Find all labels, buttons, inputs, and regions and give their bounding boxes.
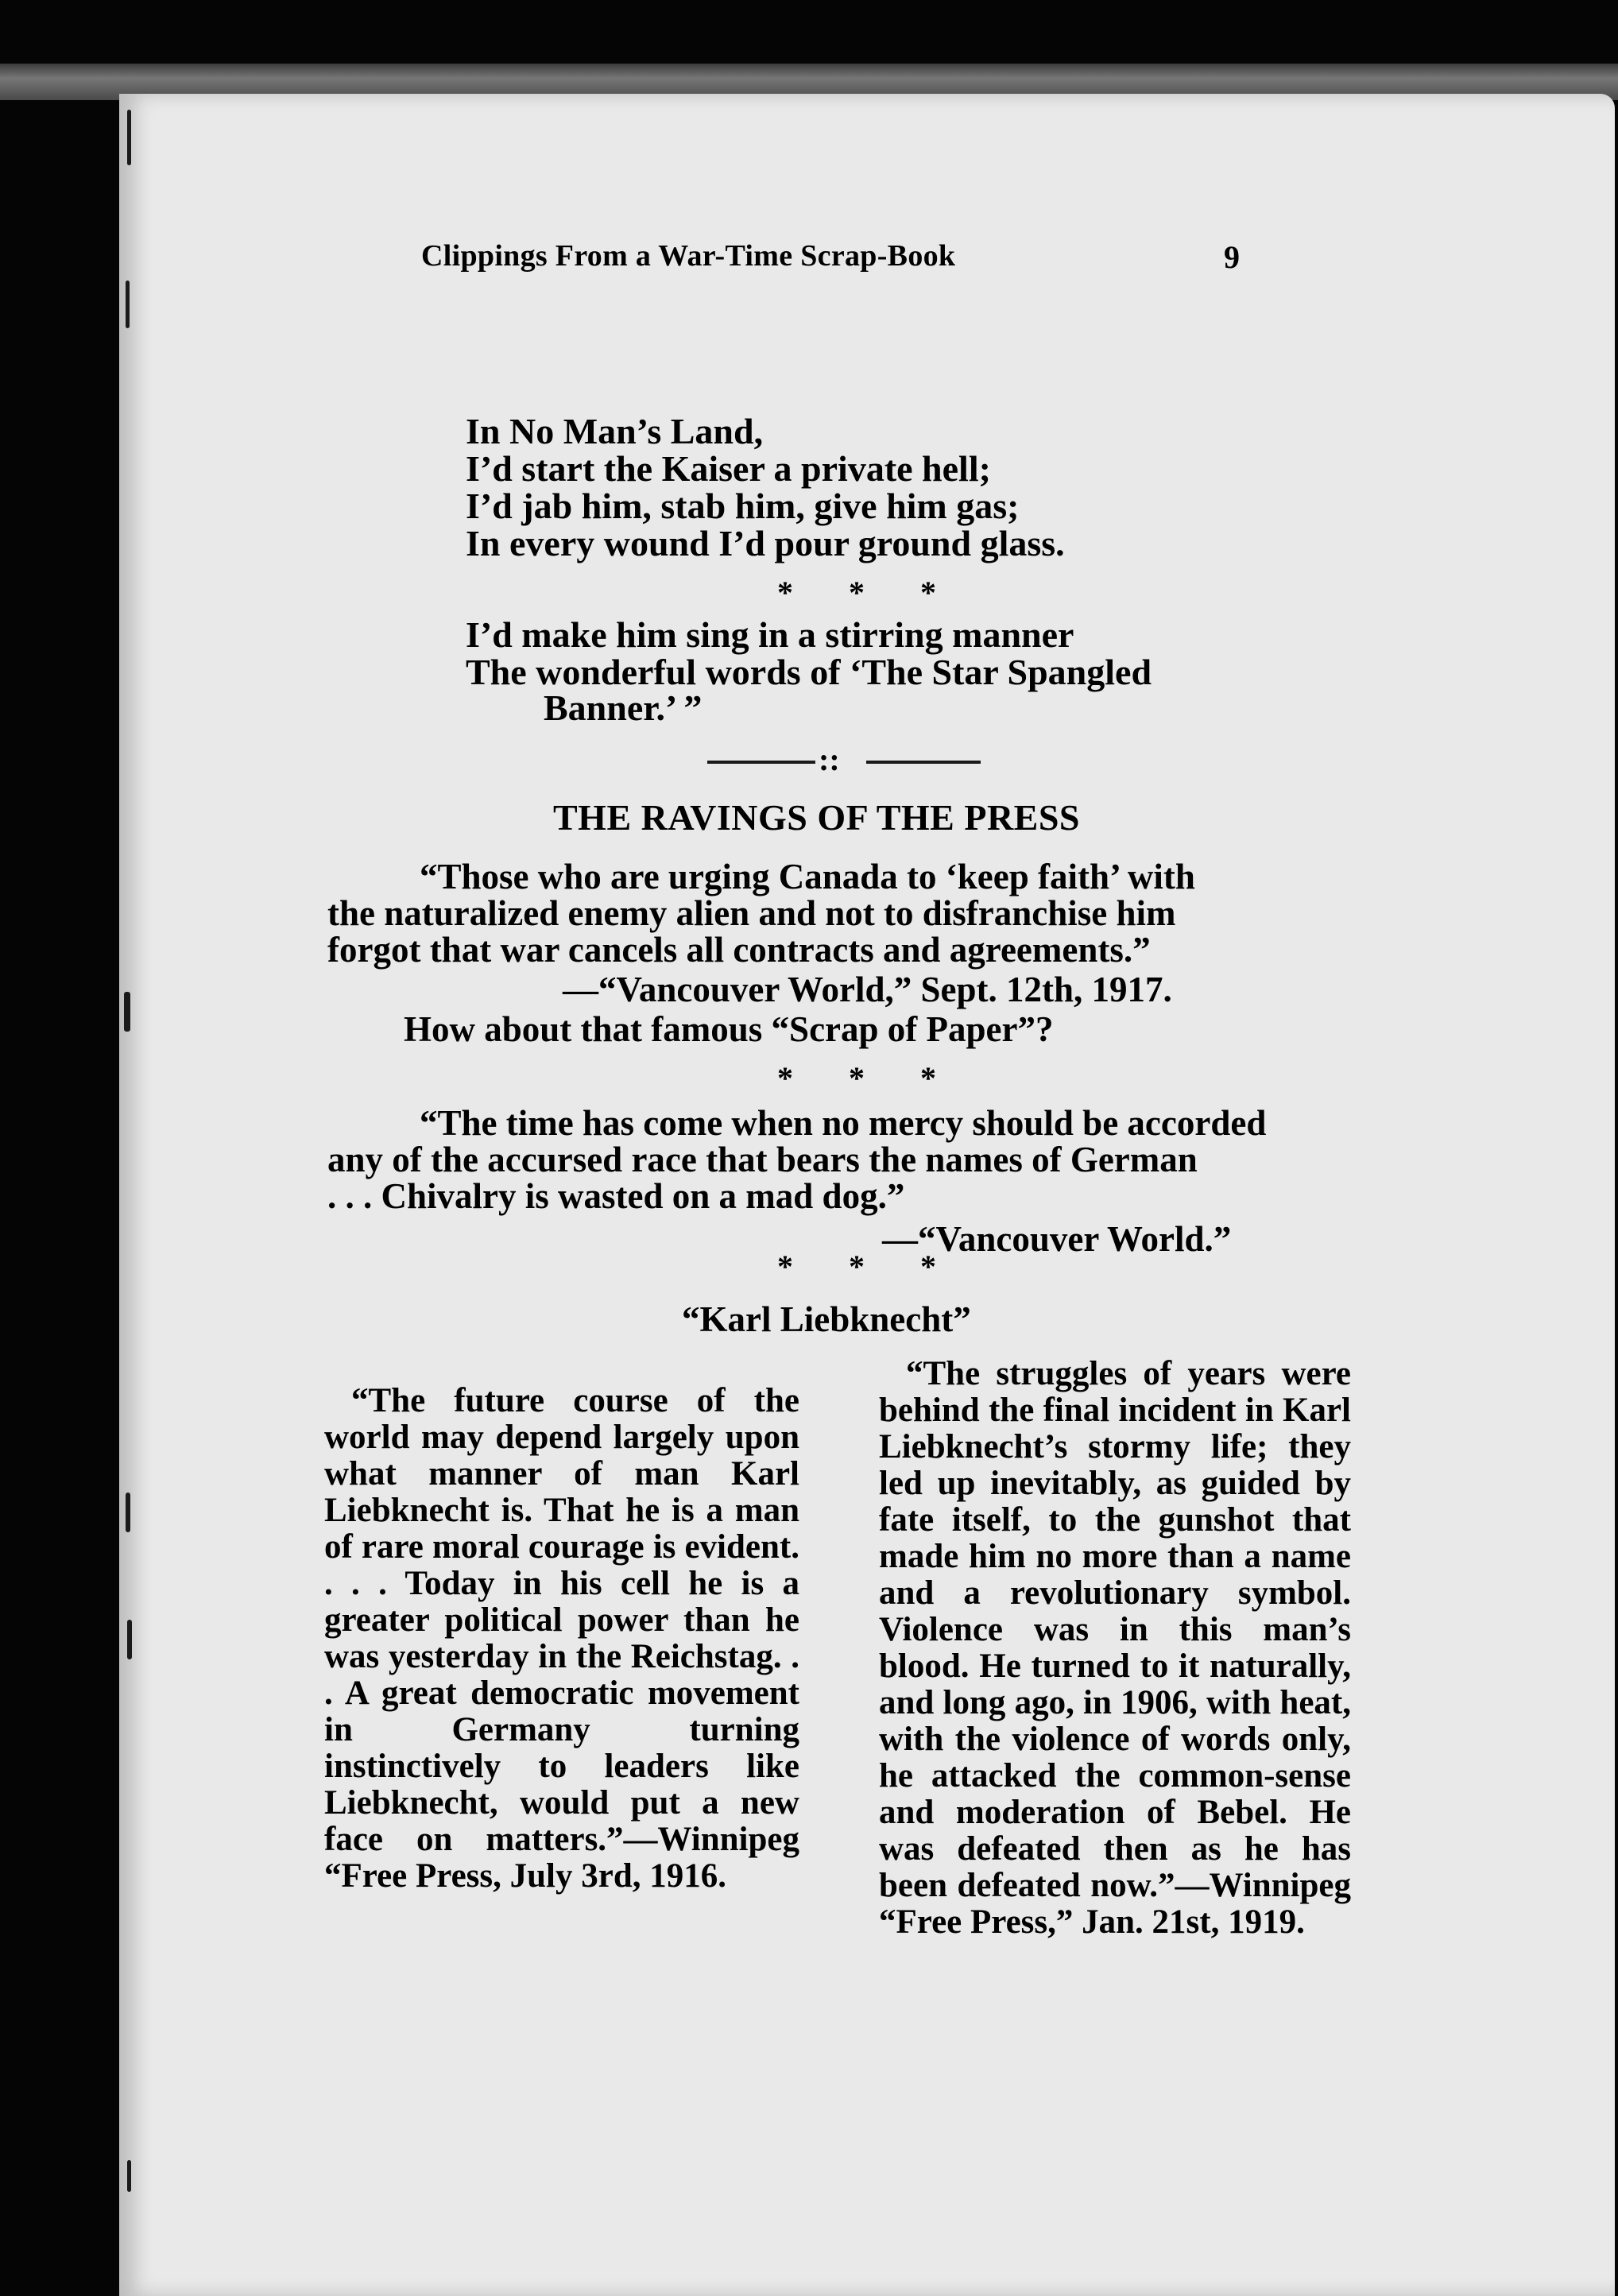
divider-rule-left	[707, 761, 815, 764]
quote-source: —“Vancouver World,” Sept. 12th, 1917.	[563, 970, 1172, 1009]
gutter-speck	[126, 281, 130, 328]
quote-line: “The time has come when no mercy should be accorded	[420, 1103, 1267, 1143]
quote-line: any of the accursed race that bears the names of German	[327, 1140, 1198, 1179]
comment-line: How about that famous “Scrap of Paper”?	[404, 1009, 1054, 1049]
section-stars: * * *	[777, 1249, 960, 1284]
left-column-text: “The future course of the world may depend largely upon what manner of man Karl Liebknecht is. That he is a man of rare moral courage is evident. . . . Today in his cell he is a greater political power than he was yesterday in the Reichstag. . . A great democratic movement in Germany turning instinctively to leaders like Liebknecht, would put a new face on matters.”—Winnipeg “Free Press, July 3rd, 1916.	[324, 1382, 799, 1895]
gutter-speck	[127, 2160, 131, 2192]
quote-line: the naturalized enemy alien and not to disfranchise him	[327, 893, 1176, 933]
poem-line: The wonderful words of ‘The Star Spangled	[466, 652, 1152, 692]
right-column	[879, 1356, 1351, 1941]
poem-line: Banner.’ ”	[544, 687, 703, 728]
quote-line: . . . Chivalry is wasted on a mad dog.”	[327, 1176, 905, 1216]
left-column	[324, 1383, 799, 1895]
quote-line: forgot that war cancels all contracts and agreements.”	[327, 930, 1151, 970]
divider-rule-right	[866, 761, 981, 764]
poem-line: I’d start the Kaiser a private hell;	[466, 448, 991, 489]
divider-dots: ::	[819, 741, 840, 777]
gutter-speck	[126, 1493, 130, 1532]
poem-line: I’d make him sing in a stirring manner	[466, 614, 1074, 655]
right-column-text: “The struggles of years were behind the final incident in Karl Liebknecht’s stormy life; they led up inevitably, as guided by fate itself, to the gunshot that made him no more than a name and a revolutionary symbol. Violence was in this man’s blood. He turned to it naturally, and long ago, in 1906, with heat, with the violence of words only, he attacked the common-sense and moderation of Bebel. He was defeated then as he has been defeated now.”—Winnipeg “Free Press,” Jan. 21st, 1919.	[879, 1355, 1351, 1941]
poem-line: In every wound I’d pour ground glass.	[466, 523, 1065, 563]
subsection-title: “Karl Liebknecht”	[682, 1299, 971, 1339]
section-stars: * * *	[777, 1060, 960, 1096]
running-header: Clippings From a War-Time Scrap-Book	[421, 239, 956, 273]
poem-line: In No Man’s Land,	[466, 411, 764, 451]
quote-line: “Those who are urging Canada to ‘keep faith’ with	[420, 857, 1195, 896]
gutter-speck	[127, 1620, 132, 1659]
quote-source: —“Vancouver World.”	[882, 1219, 1232, 1259]
gutter-speck	[124, 992, 130, 1032]
page-number: 9	[1224, 239, 1240, 275]
poem-line: I’d jab him, stab him, give him gas;	[466, 486, 1020, 526]
section-stars: * * *	[777, 575, 960, 610]
gutter-speck	[127, 110, 131, 165]
section-title: THE RAVINGS OF THE PRESS	[553, 797, 1081, 838]
